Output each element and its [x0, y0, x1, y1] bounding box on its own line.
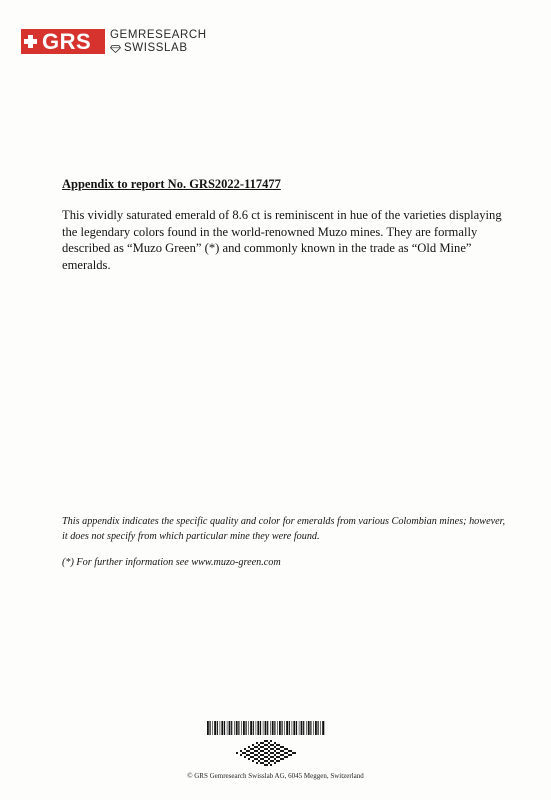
logo-line-2: SWISSLAB [124, 42, 188, 54]
qr-code-icon [236, 738, 296, 766]
disclaimer-note: This appendix indicates the specific quality and color for emeralds from various Colombian mines; however, it does not specify from which particular mine they were found. [62, 516, 506, 542]
report-heading: Appendix to report No. GRS2022-117477 [62, 177, 281, 191]
logo-short-text: GRS [42, 29, 92, 54]
logo-wordmark [110, 29, 207, 55]
reference-note: (*) For further information see www.muzo-green.com [62, 557, 281, 568]
barcode-icon [207, 721, 325, 735]
grs-logo [21, 29, 105, 54]
logo-line-1: GEMRESEARCH [110, 29, 207, 41]
footer-copyright: © GRS Gemresearch Swisslab AG, 6045 Meggen, Switzerland [187, 772, 364, 780]
swiss-cross-icon [24, 35, 37, 48]
appendix-paragraph: This vividly saturated emerald of 8.6 ct is reminiscent in hue of the varieties displaying the legendary colors found in the world-renowned Muzo mines. They are formally described as “Muzo Green” (*) and commonly known in the trade as “Old Mine” emeralds. [62, 208, 502, 272]
diamond-icon [110, 45, 121, 53]
